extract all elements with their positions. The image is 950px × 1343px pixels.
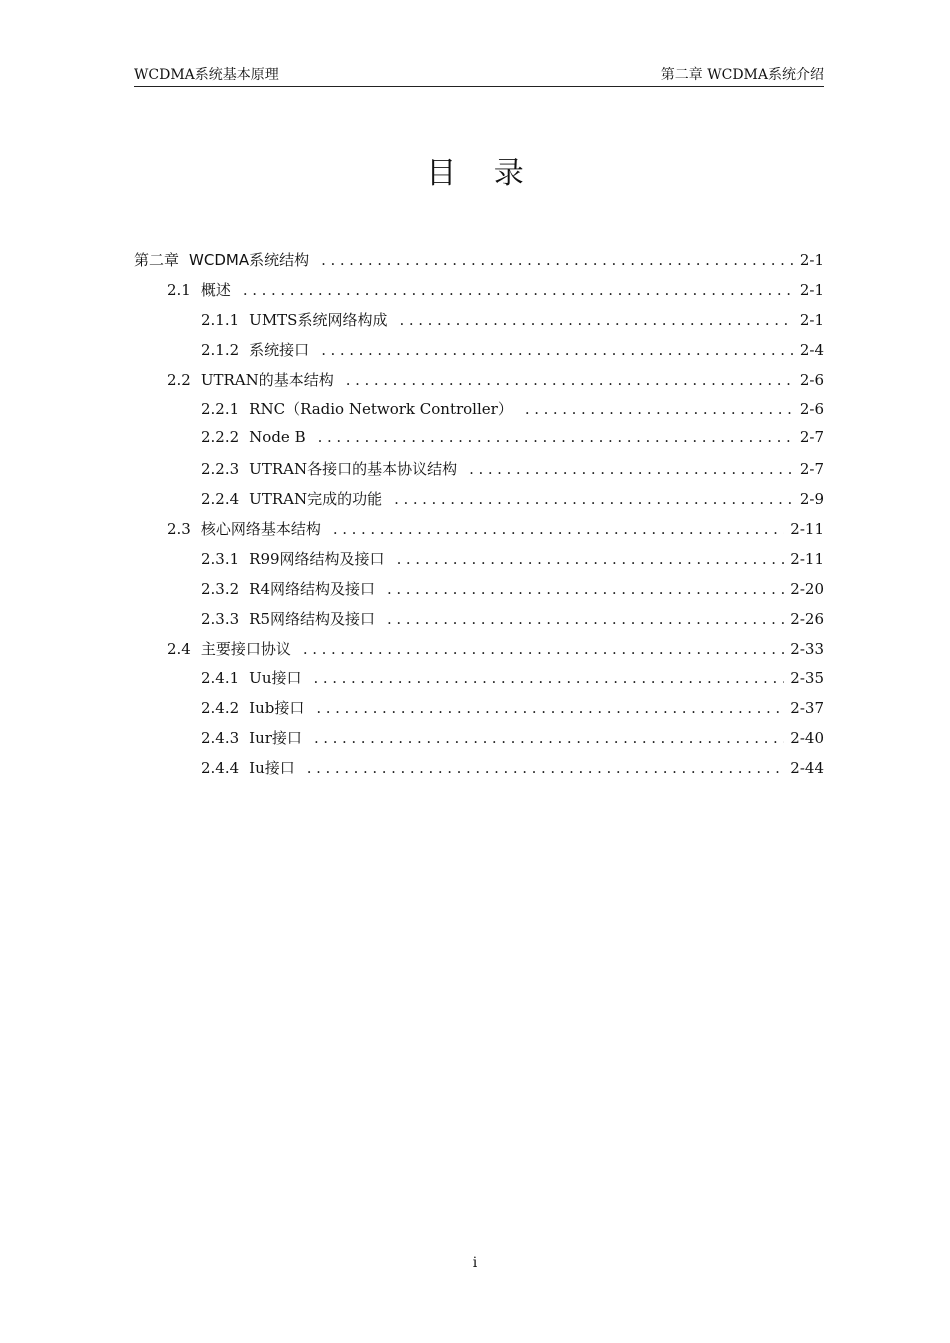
toc-entry[interactable] xyxy=(134,518,824,548)
toc-entry-number: 2.3.1 xyxy=(201,549,240,568)
toc-dot-leader xyxy=(303,640,784,658)
toc-entry-number: 2.1.1 xyxy=(201,310,240,329)
table-of-contents xyxy=(134,249,824,787)
toc-entry-page: 2-44 xyxy=(790,759,824,778)
toc-entry-number: 2.4.1 xyxy=(201,669,240,688)
toc-entry-title: UMTS系统网络构成 xyxy=(249,310,388,329)
toc-entry-number: 2.2.2 xyxy=(201,428,240,447)
toc-entry[interactable] xyxy=(134,757,824,787)
toc-entry-number: 2.2 xyxy=(167,370,191,389)
toc-entry-number: 2.2.4 xyxy=(201,490,240,509)
toc-entry-number: 2.4.2 xyxy=(201,699,240,718)
toc-entry-title: 核心网络基本结构 xyxy=(200,520,321,539)
toc-entry-page: 2-33 xyxy=(790,639,824,658)
toc-entry[interactable] xyxy=(134,279,824,309)
toc-dot-leader xyxy=(243,281,794,299)
toc-entry-page: 2-6 xyxy=(799,400,824,419)
toc-dot-leader xyxy=(313,669,784,687)
toc-entry-page: 2-1 xyxy=(799,280,824,299)
toc-entry-number: 2.1.2 xyxy=(201,340,240,359)
toc-entry-page: 2-9 xyxy=(799,490,824,509)
header-book-title: WCDMA系统基本原理 xyxy=(134,67,279,83)
toc-entry[interactable] xyxy=(134,398,824,428)
toc-entry-number: 2.4.3 xyxy=(201,729,240,748)
toc-entry-page: 2-1 xyxy=(799,310,824,329)
toc-dot-leader xyxy=(346,371,794,389)
toc-dot-leader xyxy=(307,759,785,777)
toc-entry-title: UTRAN完成的功能 xyxy=(249,490,383,509)
toc-entry[interactable] xyxy=(134,428,824,458)
toc-entry-title: Uu接口 xyxy=(249,669,302,688)
page-number: i xyxy=(472,1255,478,1271)
toc-dot-leader xyxy=(399,311,793,329)
toc-entry-page: 2-26 xyxy=(790,609,824,628)
toc-entry-page: 2-40 xyxy=(790,729,824,748)
toc-entry-page: 2-6 xyxy=(799,370,824,389)
toc-dot-leader xyxy=(387,610,784,628)
toc-entry-page: 2-1 xyxy=(799,251,824,269)
toc-entry-number: 2.3.3 xyxy=(201,609,240,628)
toc-entry-number: 2.4.4 xyxy=(201,759,240,778)
toc-entry-title: R5网络结构及接口 xyxy=(249,609,376,628)
toc-entry-title: Iub接口 xyxy=(249,699,305,718)
toc-entry-number: 第二章 xyxy=(134,251,180,269)
toc-entry[interactable] xyxy=(134,667,824,697)
toc-entry-page: 2-20 xyxy=(790,579,824,598)
toc-entry-page: 2-4 xyxy=(799,340,824,359)
toc-entry[interactable] xyxy=(134,548,824,578)
toc-dot-leader xyxy=(394,490,794,508)
toc-entry[interactable] xyxy=(134,608,824,638)
toc-entry-title: WCDMA系统结构 xyxy=(189,251,310,269)
toc-dot-leader xyxy=(321,341,794,359)
toc-dot-leader xyxy=(318,428,794,446)
toc-entry[interactable] xyxy=(134,578,824,608)
toc-entry-page: 2-11 xyxy=(790,520,824,539)
toc-title: 目 录 xyxy=(426,156,538,191)
toc-entry-number: 2.3.2 xyxy=(201,579,240,598)
toc-entry-title: 概述 xyxy=(200,280,231,299)
toc-entry-page: 2-37 xyxy=(790,699,824,718)
toc-entry-number: 2.1 xyxy=(167,280,191,299)
toc-entry[interactable] xyxy=(134,638,824,668)
toc-entry-title: Iur接口 xyxy=(249,729,302,748)
toc-entry[interactable] xyxy=(134,488,824,518)
toc-entry-number: 2.3 xyxy=(167,520,191,539)
toc-entry-title: UTRAN的基本结构 xyxy=(200,370,334,389)
toc-entry[interactable] xyxy=(134,339,824,369)
toc-entry-page: 2-7 xyxy=(799,460,824,479)
toc-entry-title: Node B xyxy=(249,428,306,447)
toc-entry[interactable] xyxy=(134,697,824,727)
toc-entry-page: 2-7 xyxy=(799,428,824,447)
toc-dot-leader xyxy=(525,400,794,418)
toc-dot-leader xyxy=(333,520,784,538)
toc-entry[interactable] xyxy=(134,309,824,339)
toc-dot-leader xyxy=(321,251,794,269)
toc-entry[interactable] xyxy=(134,369,824,399)
toc-dot-leader xyxy=(469,460,794,478)
toc-entry[interactable] xyxy=(134,249,824,279)
toc-entry[interactable] xyxy=(134,458,824,488)
toc-entry-page: 2-11 xyxy=(790,549,824,568)
toc-entry-title: UTRAN各接口的基本协议结构 xyxy=(249,460,458,479)
toc-entry-number: 2.4 xyxy=(167,639,191,658)
toc-dot-leader xyxy=(316,699,784,717)
toc-entry-title: R4网络结构及接口 xyxy=(249,579,376,598)
toc-entry-title: R99网络结构及接口 xyxy=(249,549,385,568)
toc-entry-number: 2.2.1 xyxy=(201,400,240,419)
toc-entry-page: 2-35 xyxy=(790,669,824,688)
toc-dot-leader xyxy=(314,729,784,747)
toc-entry-number: 2.2.3 xyxy=(201,460,240,479)
toc-entry-title: 系统接口 xyxy=(249,340,310,359)
toc-dot-leader xyxy=(397,550,785,568)
toc-entry-title: Iu接口 xyxy=(249,759,295,778)
toc-entry-title: RNC（Radio Network Controller） xyxy=(249,400,513,419)
toc-entry-title: 主要接口协议 xyxy=(200,639,291,658)
toc-entry[interactable] xyxy=(134,727,824,757)
toc-dot-leader xyxy=(387,580,784,598)
page-header xyxy=(134,66,824,87)
header-chapter-title: 第二章 WCDMA系统介绍 xyxy=(660,67,824,83)
